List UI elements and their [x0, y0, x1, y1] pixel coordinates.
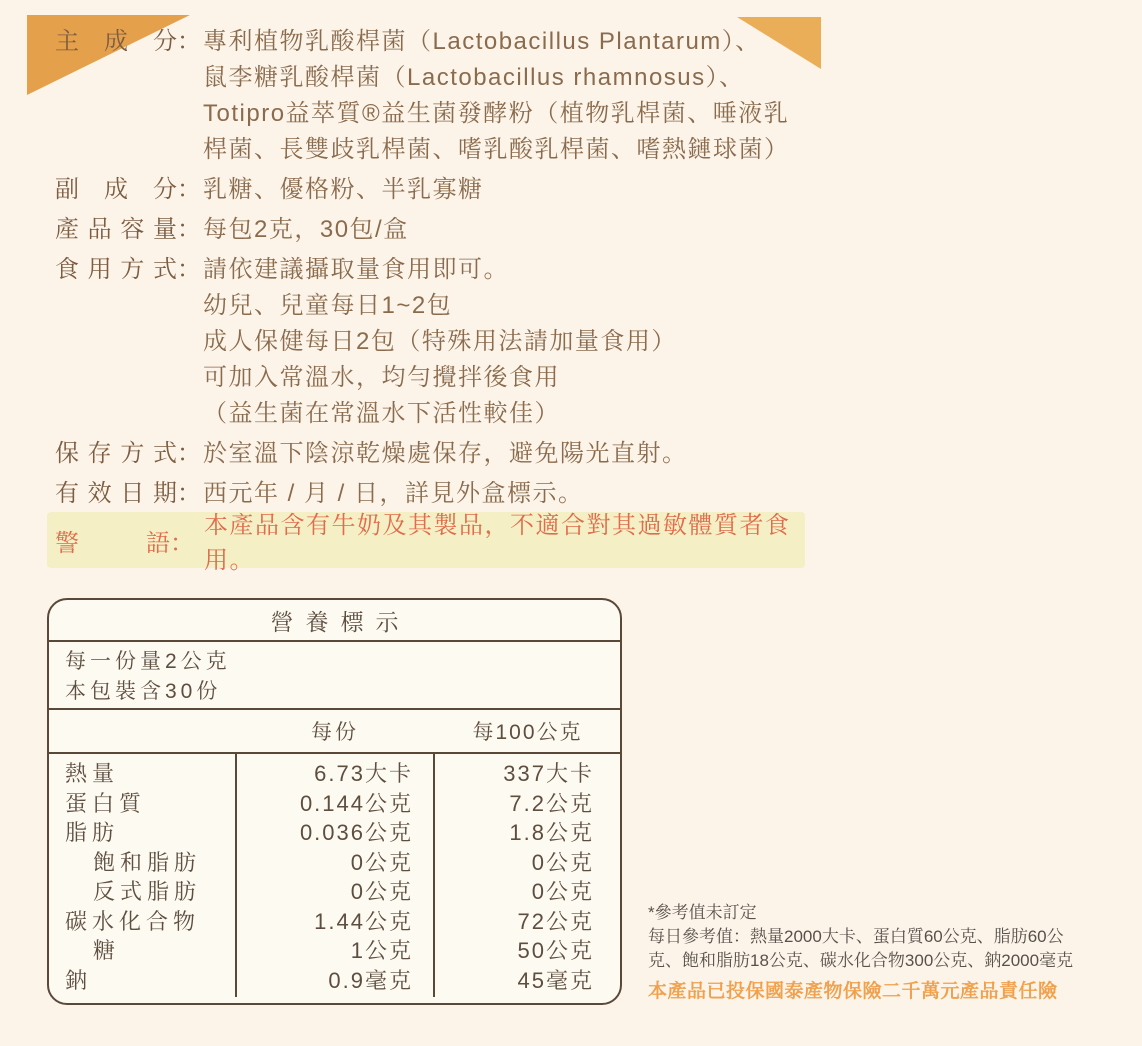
per-serving-column [235, 754, 435, 997]
info-line: 乳糖、優格粉、半乳寡糖 [203, 176, 484, 203]
info-line: 請依建議攝取量食用即可。 [203, 256, 509, 283]
nutrient-name: 碳水化合物 [65, 908, 201, 934]
product-info-list [55, 24, 835, 516]
info-label-text: 食用方式 [55, 256, 177, 283]
nutrition-body [49, 754, 620, 997]
nutrient-value-per-serving: 0.144公克 [299, 790, 413, 816]
info-row-expiry [55, 476, 835, 512]
nutrient-value-per-serving: 0.036公克 [299, 820, 413, 845]
info-line: 桿菌、長雙歧乳桿菌、嗜乳酸乳桿菌、嗜熱鏈球菌） [203, 136, 790, 163]
info-label [55, 24, 203, 60]
nutrient-value-per-100g: 50公克 [517, 938, 594, 963]
nutrient-name: 飽和脂肪 [93, 849, 202, 875]
nutrient-value-per-100g: 0公克 [531, 879, 594, 904]
nutrient-value-per-100g: 7.2公克 [509, 790, 594, 816]
info-row-main-ingredients [55, 24, 835, 168]
nutrient-name: 糖 [93, 938, 121, 963]
col-header-per-100g: 每100公克 [472, 721, 583, 744]
footnote-daily-values-line1: 每日參考值：熱量2000大卡、蛋白質60公克、脂肪60公 [648, 927, 1064, 946]
info-label-text: 主成分 [55, 28, 177, 55]
nutrient-name: 反式脂肪 [93, 879, 202, 904]
label-colon: ： [177, 480, 201, 507]
insurance-notice: 本產品已投保國泰產物保險二千萬元產品責任險 [648, 981, 1058, 1002]
nutrient-value-per-serving: 1.44公克 [314, 908, 413, 934]
info-row-secondary-ingredients [55, 172, 835, 208]
info-label-text: 產品容量 [55, 216, 177, 243]
info-line: 幼兒、兒童每日1~2包 [203, 292, 453, 319]
col-header-per-serving: 每份 [311, 721, 359, 744]
nutrition-table [47, 598, 622, 1005]
nutrient-value-per-100g: 337大卡 [503, 761, 594, 786]
warning-banner [47, 512, 805, 574]
label-colon: ： [177, 28, 201, 55]
info-line: 專利植物乳酸桿菌（Lactobacillus Plantarum）、 [203, 28, 761, 55]
label-colon: ： [177, 216, 201, 243]
label-colon: ： [170, 529, 195, 557]
info-row-storage [55, 436, 835, 472]
footnote-block [648, 901, 1128, 1003]
info-row-usage [55, 252, 835, 432]
nutrient-name: 熱量 [65, 761, 120, 786]
nutrient-name: 鈉 [65, 967, 93, 993]
footnote-daily-values-line2: 克、飽和脂肪18公克、碳水化合物300公克、鈉2000毫克 [648, 951, 1074, 970]
nutrient-value-per-100g: 45毫克 [517, 967, 594, 993]
label-colon: ： [177, 440, 201, 467]
label-colon: ： [177, 176, 201, 203]
info-line: 成人保健每日2包（特殊用法請加量食用） [203, 328, 677, 355]
info-line: Totipro益萃質®益生菌發酵粉（植物乳桿菌、唾液乳 [203, 100, 790, 127]
nutrition-title: 營養標示 [49, 600, 620, 642]
column-header-row [49, 710, 620, 754]
nutrient-value-per-serving: 6.73大卡 [314, 761, 413, 786]
info-label-text: 有效日期 [55, 480, 177, 507]
nutrient-value-per-serving: 1公克 [350, 938, 413, 963]
info-line: 鼠李糖乳酸桿菌（Lactobacillus rhamnosus）、 [203, 64, 745, 91]
nutrient-value-per-serving: 0公克 [350, 879, 413, 904]
nutrient-name: 脂肪 [65, 820, 120, 845]
footnote-reference: *參考值未訂定 [648, 903, 757, 922]
info-line: （益生菌在常溫水下活性較佳） [203, 400, 560, 427]
info-line: 西元年 / 月 / 日，詳見外盒標示。 [203, 480, 584, 507]
nutrient-value-per-100g: 1.8公克 [509, 820, 594, 845]
nutrient-value-per-serving: 0.9毫克 [328, 967, 413, 993]
info-label-text: 保存方式 [55, 440, 177, 467]
info-line: 可加入常溫水，均勻攪拌後食用 [203, 364, 560, 391]
nutrient-name: 蛋白質 [65, 790, 147, 816]
serving-size-line: 每一份量2公克 [65, 650, 231, 673]
nutrient-value-per-serving: 0公克 [350, 849, 413, 875]
info-line: 於室溫下陰涼乾燥處保存，避免陽光直射。 [203, 440, 688, 467]
servings-per-package-line: 本包裝含30份 [65, 680, 222, 703]
info-label [55, 252, 203, 288]
warning-label: 警語 [55, 529, 171, 557]
info-label [55, 476, 203, 512]
nutrient-value-per-100g: 0公克 [531, 849, 594, 875]
nutrient-value-per-100g: 72公克 [517, 908, 594, 934]
info-label [55, 436, 203, 472]
info-line: 每包2克，30包/盒 [203, 216, 409, 243]
serving-info [49, 642, 620, 710]
nutrient-name-column [49, 754, 235, 997]
info-label [55, 172, 203, 208]
info-label-text: 副成分 [55, 176, 177, 203]
warning-text: 本產品含有牛奶及其製品，不適合對其過敏體質者食用。 [204, 512, 791, 574]
info-row-product-volume [55, 212, 835, 248]
label-colon: ： [177, 256, 201, 283]
info-label [55, 212, 203, 248]
per-100g-column [435, 754, 620, 997]
